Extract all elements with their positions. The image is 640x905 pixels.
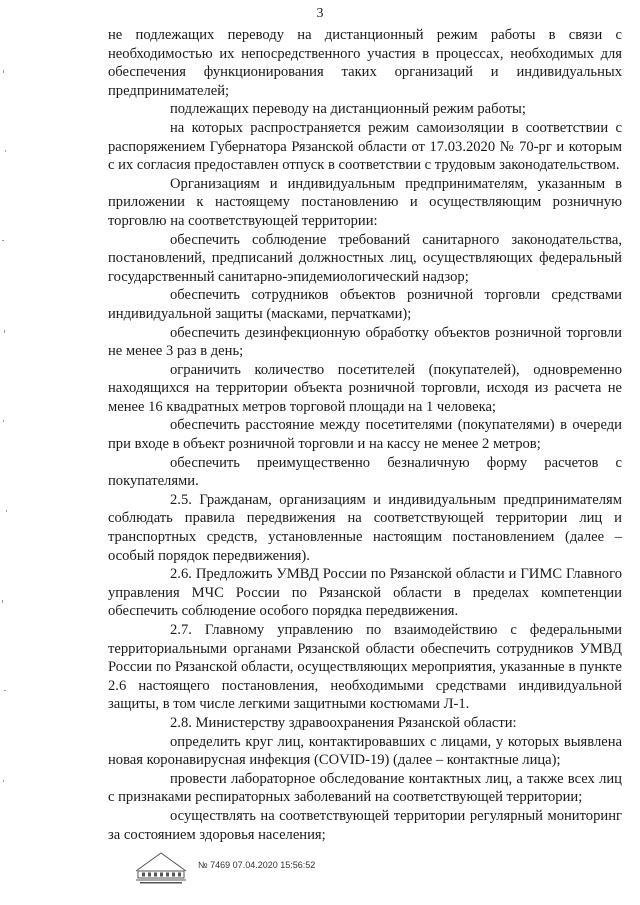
document-registration-stamp: № 7469 07.04.2020 15:56:52 xyxy=(198,860,316,870)
page-number: 3 xyxy=(316,6,324,21)
scan-edge-marks xyxy=(0,0,40,905)
paragraph: обеспечить сотрудников объектов розничной торговли средствами индивидуальной защиты (масками, перчатками); xyxy=(108,287,622,322)
paragraph: 2.5. Гражданам, организациям и индивидуальным предпринимателям соблюдать правила передвижения на соответствующей территории лиц и транспортных средств, установленные настоящим постановлением (далее – особый порядок передвижения). xyxy=(108,491,622,564)
paragraph: осуществлять на соответствующей территории регулярный мониторинг за состоянием здоровья населения; xyxy=(108,807,622,843)
paragraph: обеспечить соблюдение требований санитарного законодательства, постановлений, предписаний должностных лиц, осуществляющих федеральный государственный санитарно-эпидемиологический надзор; xyxy=(108,231,622,285)
paragraph: Организациям и индивидуальным предпринимателям, указанным в приложении к настоящему постановлению и осуществляющим розничную торговлю на соответствующей территории: xyxy=(108,175,622,229)
document-footer xyxy=(132,849,392,889)
paragraph: определить круг лиц, контактировавших с лицами, у которых выявлена новая коронавирусная инфекция (COVID-19) (далее – контактные лица); xyxy=(108,733,622,769)
paragraph: провести лабораторное обследование контактных лиц, а также всех лиц с признаками респираторных заболеваний на соответствующей территории; xyxy=(108,770,622,806)
paragraph: 2.6. Предложить УМВД России по Рязанской области и ГИМС Главного управления МЧС России по Рязанской области в пределах компетенции обеспечить соблюдение особого порядка передвижения. xyxy=(108,566,622,620)
paragraph: обеспечить расстояние между посетителями (покупателями) в очереди при входе в объект розничной торговли и на кассу не менее 2 метров; xyxy=(108,417,622,453)
paragraph: ограничить количество посетителей (покупателей), одновременно находящихся на территории объекта розничной торговли, исходя из расчета не менее 16 квадратных метров торговой площади на 1 человека; xyxy=(108,361,622,415)
paragraph: 2.8. Министерству здравоохранения Рязанской области: xyxy=(170,714,517,731)
paragraph: не подлежащих переводу на дистанционный режим работы в связи с необходимостью их непосредственного участия в процессах, необходимых для обеспечения функционирования таких организаций и индивидуальных предпринимателей; xyxy=(108,27,622,99)
document-body xyxy=(108,26,622,844)
paragraph: обеспечить дезинфекционную обработку объектов розничной торговли не менее 3 раз в день; xyxy=(108,324,622,360)
paragraph: обеспечить преимущественно безналичную форму расчетов с покупателями. xyxy=(108,454,622,490)
paragraph: подлежащих переводу на дистанционный режим работы; xyxy=(170,101,526,118)
paragraph: 2.7. Главному управлению по взаимодействию с федеральными территориальными органами Рязанской области обеспечить сотрудников УМВД России по Рязанской области, осуществляющих мероприятия, указанные в пункте 2.6 настоящего постановления, необходимыми средствами индивидуальной защиты, в том числе легкими защитными костюмами Л-1. xyxy=(108,622,622,713)
paragraph: на которых распространяется режим самоизоляции в соответствии с распоряжением Губернатора Рязанской области от 17.03.2020 № 70-рг и которым с их согласия предоставлен отпуск в соответствии с трудовым законодательством. xyxy=(108,119,622,174)
electronic-seal-icon xyxy=(132,849,190,885)
